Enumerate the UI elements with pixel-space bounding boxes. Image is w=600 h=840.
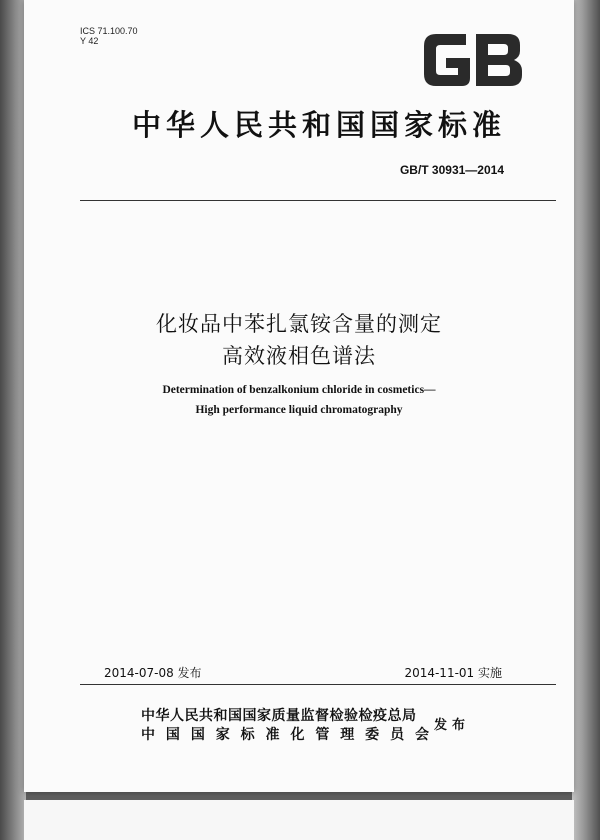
gb-logo [418,28,526,92]
classification-codes [80,26,138,46]
title-english-line1: Determination of benzalkonium chloride in cosmetics— [162,384,436,396]
footer-divider [80,684,556,685]
publish-label: 发布 [434,718,471,733]
title-english-line2: High performance liquid chromatography [195,404,403,416]
standard-type-title: 中华人民共和国国家标准 [131,108,506,142]
header-divider [80,200,556,201]
ccs-code: Y 42 [80,36,99,46]
ics-code: ICS 71.100.70 [80,26,138,36]
left-page-edge [0,0,26,840]
standard-number: GB/T 30931—2014 [399,163,504,177]
issuer-sac: 中国国家标准化管理委员会 [141,727,429,743]
right-page-edge [572,0,600,840]
implementation-date: 2014-11-01 实施 [404,666,502,680]
document-page [24,0,574,792]
title-chinese-line2: 高效液相色谱法 [222,344,376,368]
next-page-edge [24,800,574,840]
issuer-aqsiq: 中华人民共和国国家质量监督检验检疫总局 [141,708,417,724]
title-chinese-line1: 化妆品中苯扎氯铵含量的测定 [156,312,442,336]
issue-date: 2014-07-08 发布 [104,666,202,680]
